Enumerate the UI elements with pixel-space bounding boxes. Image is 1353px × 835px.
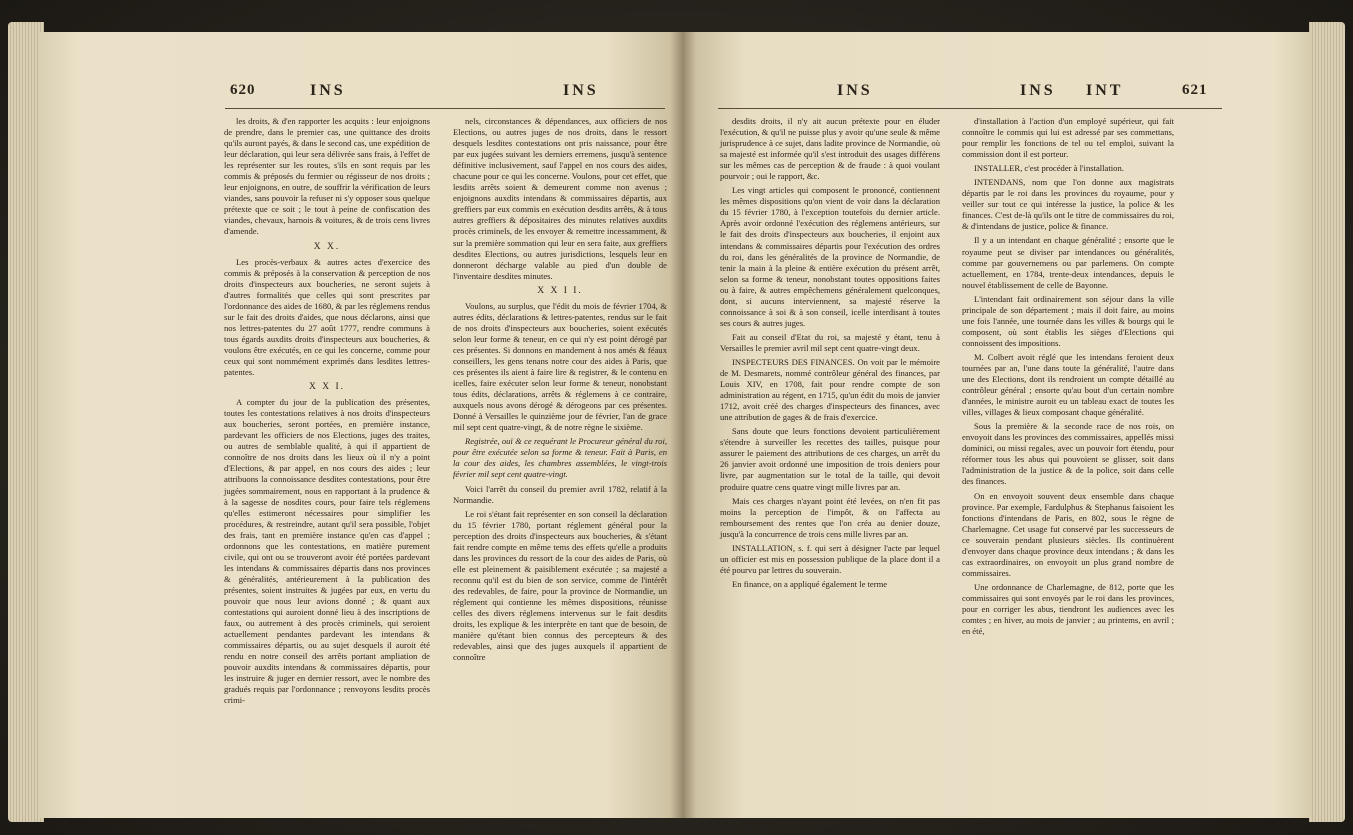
right-head-word-3: INT (1086, 82, 1124, 99)
entry-installer: INSTALLER, c'est procéder à l'installation. (974, 163, 1124, 174)
paragraph: nels, circonstances & dépendances, aux officiers de nos Elections, ou autres juges de nos droits, dans le ressort desquels lesdites contestations ont pris naissance, pour être par eux jugées suivant les derniers erremens, jusqu'à sentence définitive inclusivement, sauf l'appel en nos cours des aides, chacune pour ce qui les concerne. Voulons, pour cet effet, que lesdits arrêts soient & demeurent comme non avenus ; enjoignons auxdits intendans & commissaires départis, aux greffiers par eux commis en exécution desdits arrêts, & à tous autres greffiers & dépositaires des minutes relatives auxdits procès criminels, de les envoyer & remettre incessamment, & sur la première sommation qui leur en sera faite, aux greffiers desdites Elections, ou autres jurisdictions, lesquels leur en donneront décharge valable au pied d'un double de l'inventaire desdites minutes. (453, 116, 667, 281)
right-column-1 (720, 116, 940, 593)
left-column-1 (224, 116, 430, 709)
paragraph: Le roi s'étant fait représenter en son conseil la déclaration du 15 février 1780, portant réglement général pour la perception des droits d'inspecteurs aux boucheries, & s'étant fait rendre compte en même tems des effets qu'elle a produits dans les provinces du ressort de la cour des aides de Paris, où elle est pleinement & paisiblement exécutée ; sa majesté a reconnu qu'il est du bien de son service, comme de l'intérêt des redevables, de faire, pour la province de Normandie, un réglement qui contienne les mêmes dispositions, réunisse celles des divers réglemens intervenus sur le fait desdits droits, les explique & les interprète en tant que de besoin, de manière qu'étant bien connus des percepteurs & des redevables, ainsi que des juges auxquels il appartient de connoître (453, 508, 667, 663)
book-gutter (670, 32, 696, 818)
right-running-head (682, 82, 1312, 106)
right-head-rule (718, 108, 1222, 109)
paragraph: desdits droits, il n'y ait aucun prétexte pour en éluder l'exécution, & qu'il ne puisse plus y avoir qu'une seule & même jurisprudence à ce sujet, dans ladite province de Normandie, où sa majesté est informée qu'il s'est introduit des usages différens sur les mêmes cas de perception & de fraude : à quoi voulant pourvoir ; oui le rapport, &c. (720, 116, 940, 182)
left-column-2 (453, 116, 667, 666)
right-head-word-1: INS (837, 82, 873, 99)
paragraph: On en envoyoit souvent deux ensemble dans chaque province. Par exemple, Fardulphus & Stephanus faisoient les fonctions d'intendans de Paris, en 802, sous le règne de Charlemagne. Cet usage fut conservé par les successeurs de ce souverain pendant plusieurs siècles. Ils continuèrent d'envoyer dans chaque province deux intendans ; & dans les cas extraordinaires, on envoyoit un plus grand nombre de commissaires. (962, 490, 1174, 578)
paragraph: Les procès-verbaux & autres actes d'exercice des commis & préposés à la conservation & perception de nos droits d'inspecteurs aux boucheries, ne seront sujets à d'autres formalités que celles qui sont prescrites par l'ordonnance des aides de 1680, & par les réglemens rendus sur le fait des droits d'aides, que nous déclarons, ainsi que nos lettres-patentes du 27 août 1777, rendre communs à tous égards auxdits droits d'inspecteurs aux boucheries, & voulons être exécutés, en ce qui les concerne, comme pour ceux qui sont nommément exprimés dans lesdites lettres-patentes. (224, 256, 430, 378)
section-number: X X I. (308, 382, 345, 393)
paragraph: Voulons, au surplus, que l'édit du mois de février 1704, & autres édits, déclarations & lettres-patentes, rendus sur le fait de nos droits d'inspecteurs aux boucheries, soient exécutés selon leur forme & teneur, en ce qui n'y est point dérogé par ces présentes. Si donnons en mandement à nos amés & féaux conseillers, les gens tenans notre cour des aides à Paris, que ces présentes ils aient à faire lire & registrer, & le contenu en icelles, faire exécuter selon leur forme & teneur, nonobstant tous édits, déclarations, arrêts & réglemens à ce contraire, auxquels nous avons dérogé & dérogeons par ces présentes. Donné à Versailles le quinzième jour de février, l'an de grace mil sept cent quatre-vingt, & de notre règne le sixième. (453, 300, 667, 433)
paragraph: Voici l'arrêt du conseil du premier avril 1782, relatif à la Normandie. (453, 483, 667, 505)
paragraph: Sous la première & la seconde race de nos rois, on envoyoit dans les provinces des commissaires, appellés missi dominici, ou missi regales, avec un pouvoir fort étendu, pour réformer tous les abus qui pouvoient se glisser, soit dans l'administration de la justice & de la police, soit dans celle des finances. (962, 421, 1174, 487)
paragraph: Une ordonnance de Charlemagne, de 812, porte que les commissaires qui sont envoyés par le roi dans les provinces, pour en corriger les abus, tiendront les audiences avec les comtes ; en hiver, au mois de janvier ; au printems, en avril ; en été, (962, 581, 1174, 637)
paragraph: Les vingt articles qui composent le prononcé, contiennent les mêmes dispositions qu'on vient de voir dans la déclaration du 15 février 1780, à l'exception toutefois du dernier article. Après avoir ordonné l'exécution des réglemens antérieurs, sur le fait des droits d'inspecteurs aux boucheries, il enjoint aux intendans & commissaires départis pour l'exécution des ordres du roi, dans les généralités de la province de Normandie, de tenir la main à la pleine & entière exécution du présent arrêt, selon sa forme & teneur, nonobstant toutes oppositions faites ou à faire, & autres empêchemens généralement quelconques, dont, si aucuns interviennent, sa majesté réserve la connoissance à soi & à son conseil, icelle interdisant à toutes ses cours & autres juges. (720, 185, 940, 328)
entry-inspecteurs: INSPECTEURS DES FINANCES. On voit par le mémoire de M. Desmarets, nommé contrôleur général des finances, par Louis XIV, en 1708, fait pour rendre compte de son administration au régent, en 1715, qu'un édit du mois de janvier 1712, avoit créé des charges d'inspecteurs des finances, avec une attribution de gages & de frais d'exercice. (720, 356, 940, 423)
left-head-word-2: INS (563, 82, 599, 99)
page-edges-right (1309, 22, 1345, 822)
entry-installation: INSTALLATION, s. f. qui sert à désigner l'acte par lequel un officier est mis en possession publique de la place dont il a été pourvu par lettres du souverain. (720, 542, 940, 575)
left-head-word-1: INS (310, 82, 346, 99)
right-head-word-2: INS (1020, 82, 1056, 99)
right-page (682, 32, 1312, 818)
paragraph: En finance, on a appliqué également le terme (732, 578, 888, 589)
section-number: X X I I. (537, 285, 583, 296)
right-column-2 (962, 116, 1174, 640)
paragraph: Registrée, ouï & ce requérant le Procureur général du roi, pour être exécutée selon sa forme & teneur. Fait à Paris, en la cour des aides, les chambres assemblées, le vingt-trois février mil sept cent quatre-vingt. (453, 436, 667, 480)
paragraph: Sans doute que leurs fonctions devoient particulièrement s'étendre à surveiller les recettes des tailles, puisque pour assurer le paiement des attributions de ces charges, un arrêt du 26 janvier avoit ordonné une imposition de trois deniers pour livre, par augmentation sur le total de la taille, qui devoit produire quatre cens quatre vingt mille livres par an. (720, 426, 940, 492)
left-running-head (40, 82, 682, 106)
entry-intendans: INTENDANS, nom que l'on donne aux magistrats départis par le roi dans les provinces du royaume, pour y veiller sur tout ce qui intéresse la justice, la police & les finances. C'est de-là qu'ils ont le titre de commissaires du roi, & d'intendans de justice, police & finance. (962, 177, 1174, 232)
paragraph: M. Colbert avoit réglé que les intendans feroient deux tournées par an, l'une dans toute la généralité, l'autre dans une des Elections, dont ils rendroient un compte détaillé au contrôleur général ; ensorte qu'au bout d'un certain nombre d'années, le ministre auroit eu un tableau exact de toutes les villes, villages & lieux composant chaque généralité. (962, 351, 1174, 418)
page-edges-left (8, 22, 44, 822)
paragraph: L'intendant fait ordinairement son séjour dans la ville principale de son département ; mais il doit faire, au moins une fois l'année, une tournée dans les villes & bourgs qui le composent, où sont établis les sièges d'Elections qui connoissent des impositions. (962, 293, 1174, 348)
left-page (40, 32, 682, 818)
open-book (8, 14, 1345, 826)
section-number: X X. (313, 241, 341, 252)
paragraph: A compter du jour de la publication des présentes, toutes les contestations relatives à nos droits d'inspecteurs aux boucheries, seront portées, en première instance, pardevant les officiers de nos Elections, juges des traites, ou autres de semblable qualité, à qui il appartient de connoître de nos droits dans les lieux où il n'y a point d'Elections, & par appel, en nos cours des aides ; leur attribuons la connoissance desdites contestations, pour être jugées sommairement, nous en rapportant à la prudence & à la sagesse de nosdites cours, pour faire tels réglemens qu'elles estimeront nécessaires pour simplifier les procédures, & restreindre, autant qu'il sera possible, l'objet des frais, tant en première instance qu'en cas d'appel ; ordonnons que les contestations, en matière purement civile, qui ont ou se trouveront avoir été portées pardevant les intendans & commissaires départis dans nos provinces & généralités, antérieurement à la publication des présentes, soient instruites & jugées par eux, en vertu du pouvoir que nous leur avions donné ; & quant aux contestations qui auroient donné lieu à des inscriptions de faux, ou autrement à des procès criminels, qui seroient actuellement pendantes pardevant les intendans & commissaires départis, ou au sujet desquels il auroit été rendu en notre conseil des arrêts portant ampliation de pouvoir auxdits intendans & commissaires départis, pour les instruire & juger en dernier ressort, avec le nombre des gradués requis par l'ordonnance ; renvoyons lesdits procès crimi- (224, 397, 430, 706)
left-page-number: 620 (230, 82, 256, 98)
paragraph: Mais ces charges n'ayant point été levées, on n'en fit pas moins la perception de l'impôt, & on l'affecta au remboursement des rentes que l'on créa au denier douze, jusqu'à la concurrence de trois cens mille livres par an. (720, 495, 940, 539)
right-page-number: 621 (1182, 82, 1208, 98)
paragraph: d'installation à l'action d'un employé supérieur, qui fait connoître le commis qui lui est adressé par ses commettans, pour remplir les fonctions de tel ou tel emploi, suivant la commission dont il est porteur. (962, 116, 1174, 160)
left-head-rule (225, 108, 665, 109)
paragraph: Fait au conseil d'Etat du roi, sa majesté y étant, tenu à Versailles le premier avril mil sept cent quatre-vingt deux. (720, 331, 940, 353)
paragraph: Il y a un intendant en chaque généralité ; ensorte que le royaume peut se diviser par intendances ou généralités, comme par gouvernemens ou par parlemens. On compte actuellement, en 1784, trente-deux intendances, depuis le nouvel établissement de celle de Bayonne. (962, 235, 1174, 290)
paragraph: les droits, & d'en rapporter les acquits : leur enjoignons de prendre, dans le premier cas, une quittance des droits qu'ils auront payés, & dans le second cas, une expédition de leur déclaration, qui leur sera délivrée sans frais, à l'effet de les représenter sur les routes, s'ils en sont requis par les commis & préposés du fermier ou régisseur de nos droits ; leur enjoignons, en outre, de souffrir la vérification de leurs viandes, sans pouvoir la refuser ni s'y opposer sous quelque prétexte que ce soit ; le tout à peine de confiscation des viandes, chevaux, harnois & voitures, & de trois cens livres d'amende. (224, 116, 430, 237)
